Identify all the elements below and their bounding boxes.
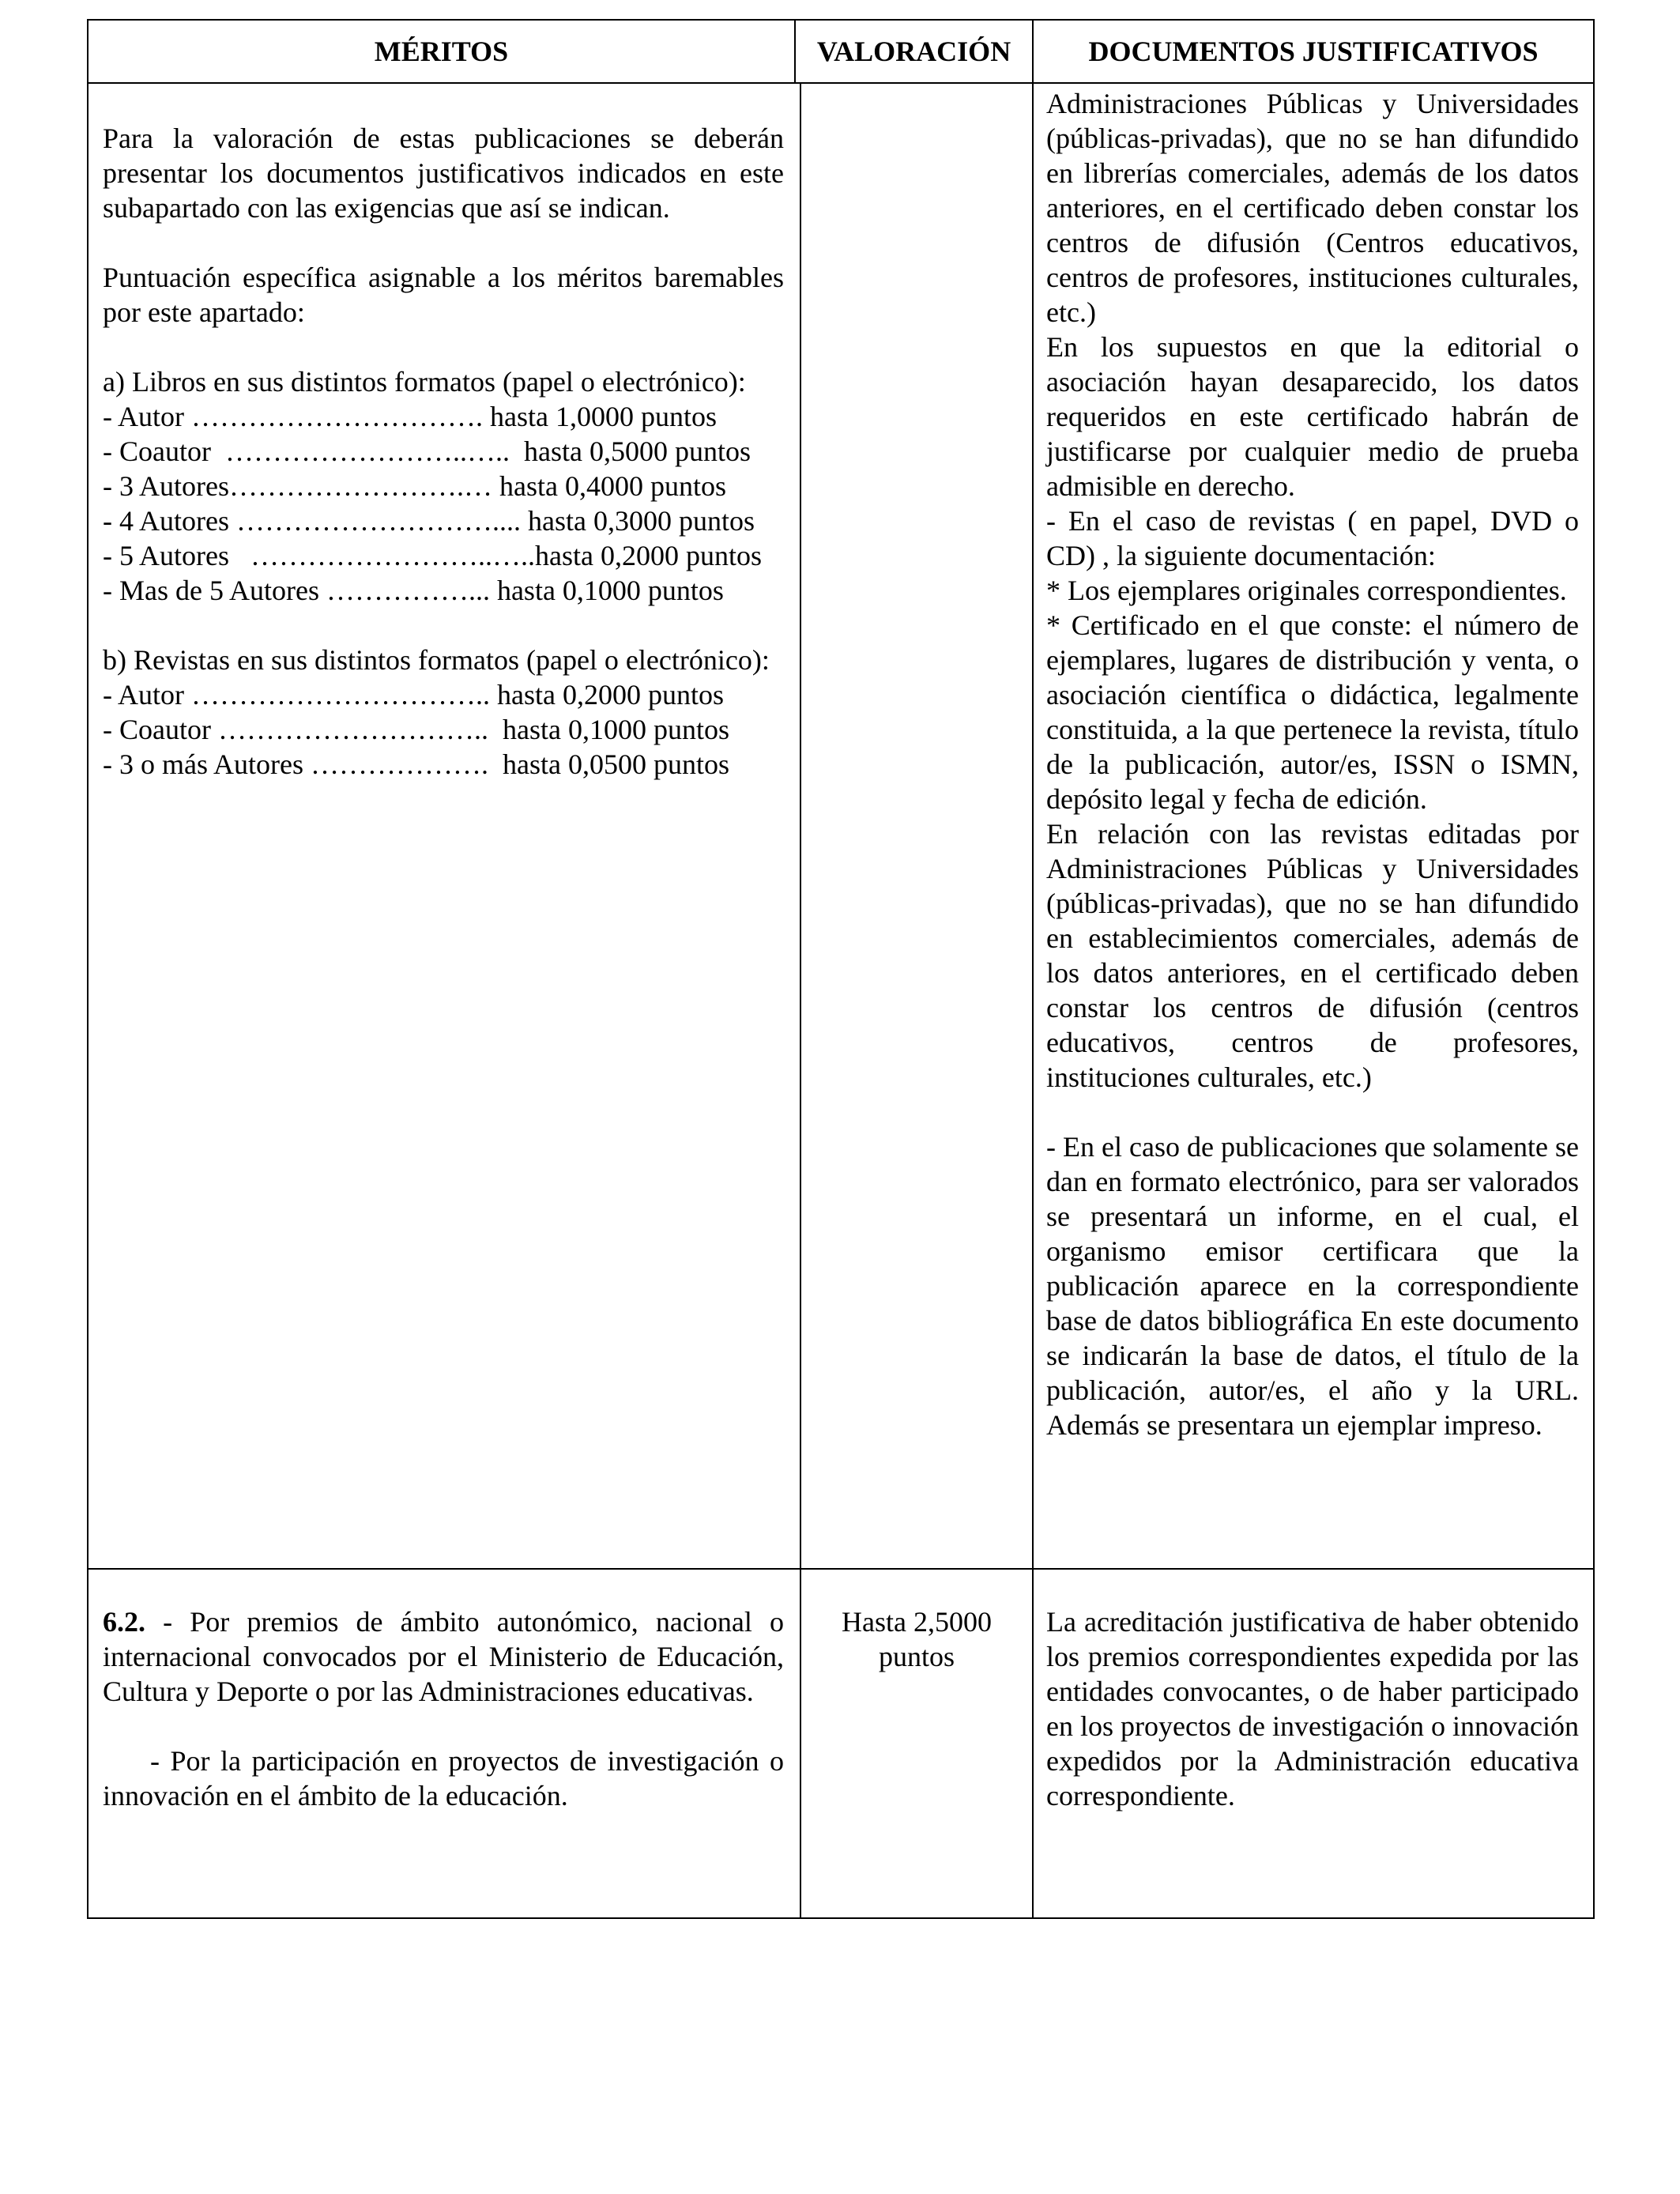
doc-paragraph-6: En relación con las revistas editadas por Administraciones Públicas y Universidades (públicas-privadas), que no se han difundido en establecimientos comerciales, además de los datos anteriores, en el certificado deben constar los centros de difusión (centros educativos, centros de profesores, instituciones culturales, etc.) — [1046, 818, 1579, 1093]
books-item-3-autores: - 3 Autores…………………….… hasta 0,4000 puntos — [103, 470, 726, 502]
header-valoracion: VALORACIÓN — [816, 36, 1011, 67]
doc-paragraph-5: * Certificado en el que conste: el número de ejemplares, lugares de distribución y venta, o asociación científica o didáctica, legalmente constituida, a la que pertenece la revista, título de la publicación, autor/es, ISSN o ISMN, depósito legal y fecha de edición. — [1046, 609, 1579, 815]
row1-documentos — [1046, 86, 1579, 1442]
journals-item-coautor: - Coautor ……………………….. hasta 0,1000 puntos — [103, 714, 729, 745]
row2-documentos-text: La acreditación justificativa de haber obtenido los premios correspondientes expedida por las entidades convocantes, o de haber participado en los proyectos de investigación o innovación expedidos por la Administración educativa correspondiente. — [1046, 1606, 1579, 1811]
journals-item-autor: - Autor ………………………….. hasta 0,2000 puntos — [103, 679, 724, 711]
journals-title: b) Revistas en sus distintos formatos (papel o electrónico): — [103, 644, 770, 676]
header-documentos: DOCUMENTOS JUSTIFICATIVOS — [1088, 36, 1539, 67]
row2-valoracion: Hasta 2,5000 puntos — [842, 1606, 992, 1672]
row2-meritos-proyectos: - Por la participación en proyectos de investigación o innovación en el ámbito de la educación. — [103, 1745, 784, 1811]
section-number: 6.2. — [103, 1606, 145, 1638]
column-divider-2 — [1032, 19, 1034, 1919]
books-item-5-autores: - 5 Autores ……………………..…..hasta 0,2000 puntos — [103, 540, 762, 571]
column-divider-1b — [800, 82, 801, 1919]
header-meritos: MÉRITOS — [374, 36, 509, 67]
row2-premios-text: - Por premios de ámbito autonómico, nacional o internacional convocados por el Ministerio de Educación, Cultura y Deporte o por las Administraciones educativas. — [103, 1606, 784, 1707]
row1-puntuacion: Puntuación específica asignable a los méritos baremables por este apartado: — [103, 262, 784, 328]
books-item-4-autores: - 4 Autores ……………………….... hasta 0,3000 puntos — [103, 505, 755, 537]
doc-paragraph-1: Administraciones Públicas y Universidades (públicas-privadas), que no se han difundido en librerías comerciales, además de los datos anteriores, en el certificado deben constar los centros de difusión (Centros educativos, centros de profesores, instituciones culturales, etc.) — [1046, 88, 1579, 328]
books-title: a) Libros en sus distintos formatos (papel o electrónico): — [103, 366, 746, 398]
row-divider — [87, 1568, 1595, 1570]
row1-meritos — [103, 121, 784, 782]
doc-paragraph-2: En los supuestos en que la editorial o asociación hayan desaparecido, los datos requeridos en este certificado habrán de justificarse por cualquier medio de prueba admisible en derecho. — [1046, 331, 1579, 502]
row2-meritos-premios — [103, 1604, 784, 1709]
books-item-mas-5-autores: - Mas de 5 Autores ……………... hasta 0,1000 puntos — [103, 575, 724, 606]
doc-paragraph-4: * Los ejemplares originales correspondientes. — [1046, 575, 1567, 606]
doc-paragraph-3: - En el caso de revistas ( en papel, DVD o CD) , la siguiente documentación: — [1046, 505, 1579, 571]
row2-documentos — [1046, 1604, 1579, 1813]
journals-item-3-autores: - 3 o más Autores ………………. hasta 0,0500 puntos — [103, 748, 729, 780]
row2-meritos — [103, 1604, 784, 1813]
books-item-coautor: - Coautor ……………………..….. hasta 0,5000 puntos — [103, 435, 751, 467]
doc-paragraph-7: - En el caso de publicaciones que solamente se dan en formato electrónico, para ser valorados se presentará un informe, en el cual, el organismo emisor certificara que la publicación aparece en la correspondiente base de datos bibliográfica En este documento se indicarán la base de datos, el título de la publicación, autor/es, el año y la URL. Además se presentara un ejemplar impreso. — [1046, 1131, 1579, 1441]
books-item-autor: - Autor …………………………. hasta 1,0000 puntos — [103, 401, 717, 432]
row1-intro: Para la valoración de estas publicaciones se deberán presentar los documentos justificativos indicados en este subapartado con las exigencias que así se indican. — [103, 123, 784, 224]
